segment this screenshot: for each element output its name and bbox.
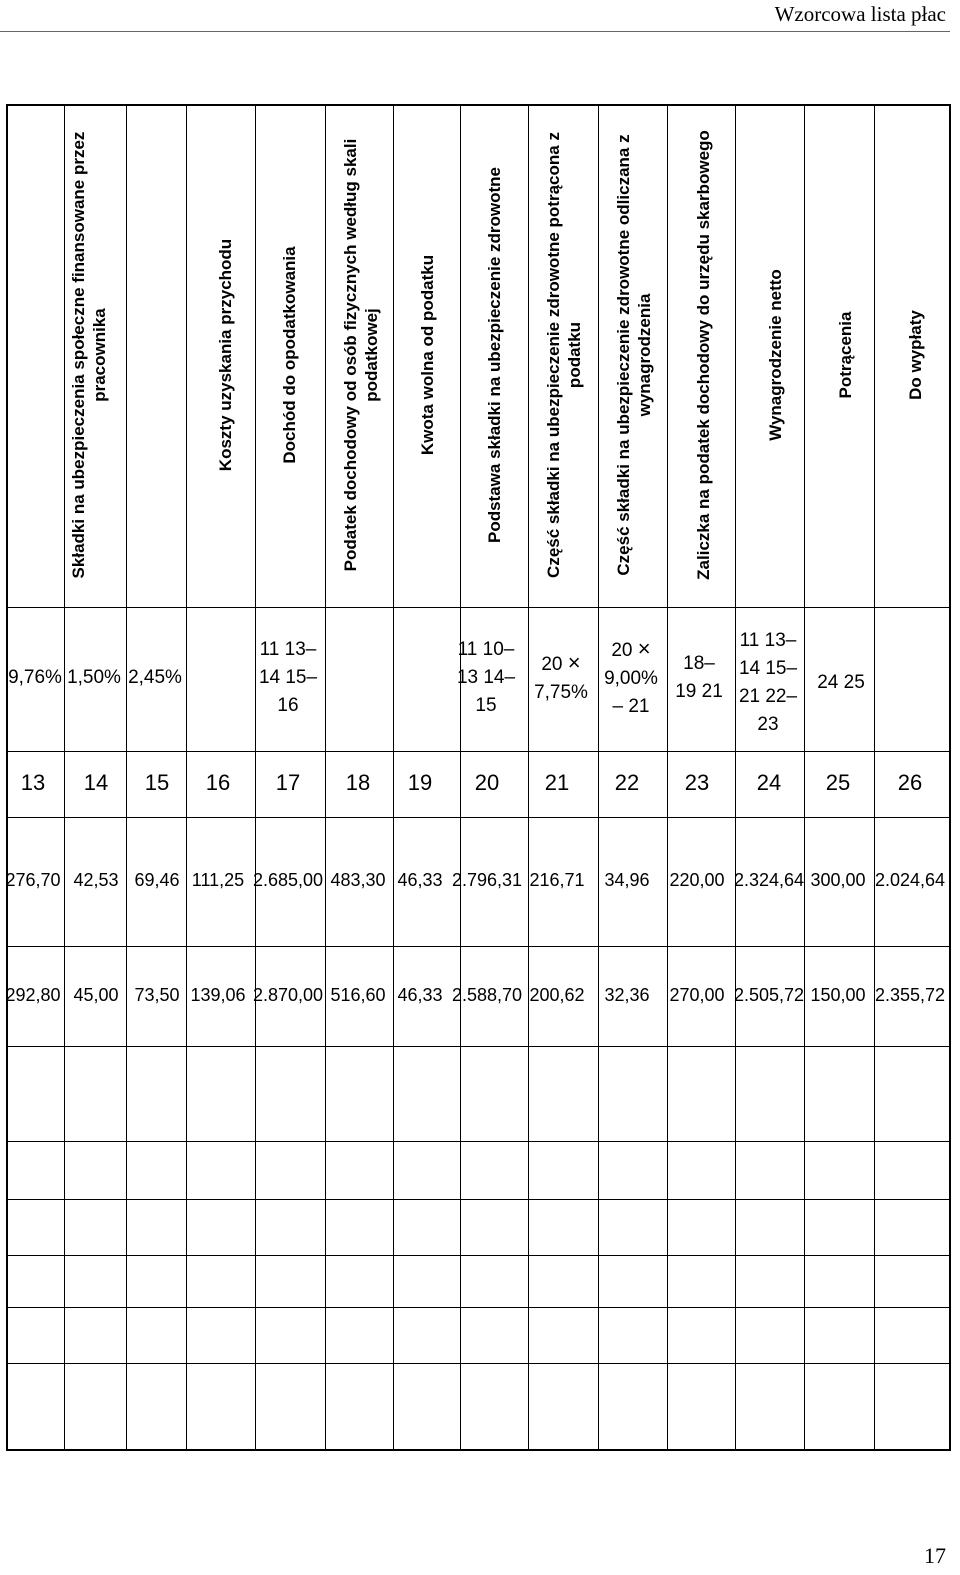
page-number: 17	[924, 1543, 946, 1568]
column-number: 24	[756, 770, 782, 795]
formula-col-20: 20 × 7,75%	[534, 650, 588, 703]
table-cell: 2.870,00	[252, 985, 324, 1005]
header-income-tax: Podatek dochodowy od osób fizycznych według skali podatkowej	[341, 138, 381, 572]
table-cell: 32,36	[604, 985, 650, 1005]
header-to-pay: Do wypłaty	[905, 310, 925, 400]
table-cell: 46,33	[397, 985, 443, 1005]
table-cell: 2.324,64	[733, 870, 805, 890]
running-head: Wzorcowa lista płac	[774, 2, 946, 26]
header-tax-free-amount: Kwota wolna od podatku	[417, 254, 437, 456]
table-cell: 200,62	[529, 985, 585, 1005]
formula-col-21: 20 × 9,00% – 21	[604, 636, 658, 717]
formula-col-13: 9,76%	[8, 667, 62, 688]
formula-col-22: 18– 19 21	[675, 653, 723, 702]
table-cell: 34,96	[604, 870, 650, 890]
formula-col-16: 11 13– 14 15– 16	[258, 639, 318, 716]
table-cell: 139,06	[190, 985, 246, 1005]
header-tax-advance: Zaliczka na podatek dochodowy do urzędu skarbowego	[693, 130, 713, 580]
header-health-deducted-from-salary: Część składki na ubezpieczenie zdrowotne odliczana z wynagrodzenia	[614, 134, 654, 576]
column-number: 20	[474, 770, 500, 795]
header-health-base: Podstawa składki na ubezpieczenie zdrowotne	[484, 167, 504, 543]
header-deductions: Potrącenia	[835, 311, 855, 399]
table-cell: 2.588,70	[451, 985, 523, 1005]
column-number: 26	[897, 770, 923, 795]
column-number: 17	[275, 770, 301, 795]
table-cell: 45,00	[73, 985, 119, 1005]
column-number: 15	[144, 770, 170, 795]
table-cell: 46,33	[397, 870, 443, 890]
table-cell: 483,30	[330, 870, 386, 890]
table-cell: 69,46	[134, 870, 180, 890]
header-health-deducted-from-tax: Część składki na ubezpieczenie zdrowotne potrącona z podatku	[544, 132, 584, 578]
column-number: 14	[83, 770, 109, 795]
table-cell: 111,25	[191, 870, 245, 890]
table-cell: 516,60	[330, 985, 386, 1005]
column-number: 19	[407, 770, 433, 795]
column-number: 22	[614, 770, 640, 795]
formula-col-15: 2,45%	[128, 667, 182, 688]
table-cell: 150,00	[810, 985, 866, 1005]
table-cell: 73,50	[134, 985, 180, 1005]
table-cell: 220,00	[669, 870, 725, 890]
table-cell: 2.355,72	[874, 985, 946, 1005]
formula-col-25: 24 25	[817, 672, 865, 693]
table-cell: 292,80	[5, 985, 61, 1005]
header-costs: Koszty uzyskania przychodu	[215, 238, 235, 472]
header-taxable-income: Dochód do opodatkowania	[279, 246, 299, 464]
table-cell: 270,00	[669, 985, 725, 1005]
table-cell: 276,70	[5, 870, 61, 890]
column-number: 25	[825, 770, 851, 795]
formula-col-24: 11 13– 14 15– 21 22– 23	[738, 630, 798, 735]
column-number: 18	[345, 770, 371, 795]
table-cell: 2.505,72	[733, 985, 805, 1005]
column-number: 23	[684, 770, 710, 795]
header-social-contributions: Składki na ubezpieczenia społeczne finansowane przez pracownika	[69, 131, 109, 579]
table-cell: 216,71	[529, 870, 585, 890]
formula-col-14: 1,50%	[67, 667, 121, 688]
table-cell: 2.024,64	[874, 870, 946, 890]
table-cell: 2.796,31	[451, 870, 523, 890]
table-cell: 42,53	[73, 870, 119, 890]
formula-col-18: 11 10– 13 14– 15	[456, 639, 516, 716]
column-number: 21	[544, 770, 570, 795]
header-rule	[0, 31, 950, 32]
table-cell: 2.685,00	[252, 870, 324, 890]
column-number: 13	[20, 770, 46, 795]
table-cell: 300,00	[810, 870, 866, 890]
column-number: 16	[205, 770, 231, 795]
header-net-salary: Wynagrodzenie netto	[765, 269, 785, 441]
